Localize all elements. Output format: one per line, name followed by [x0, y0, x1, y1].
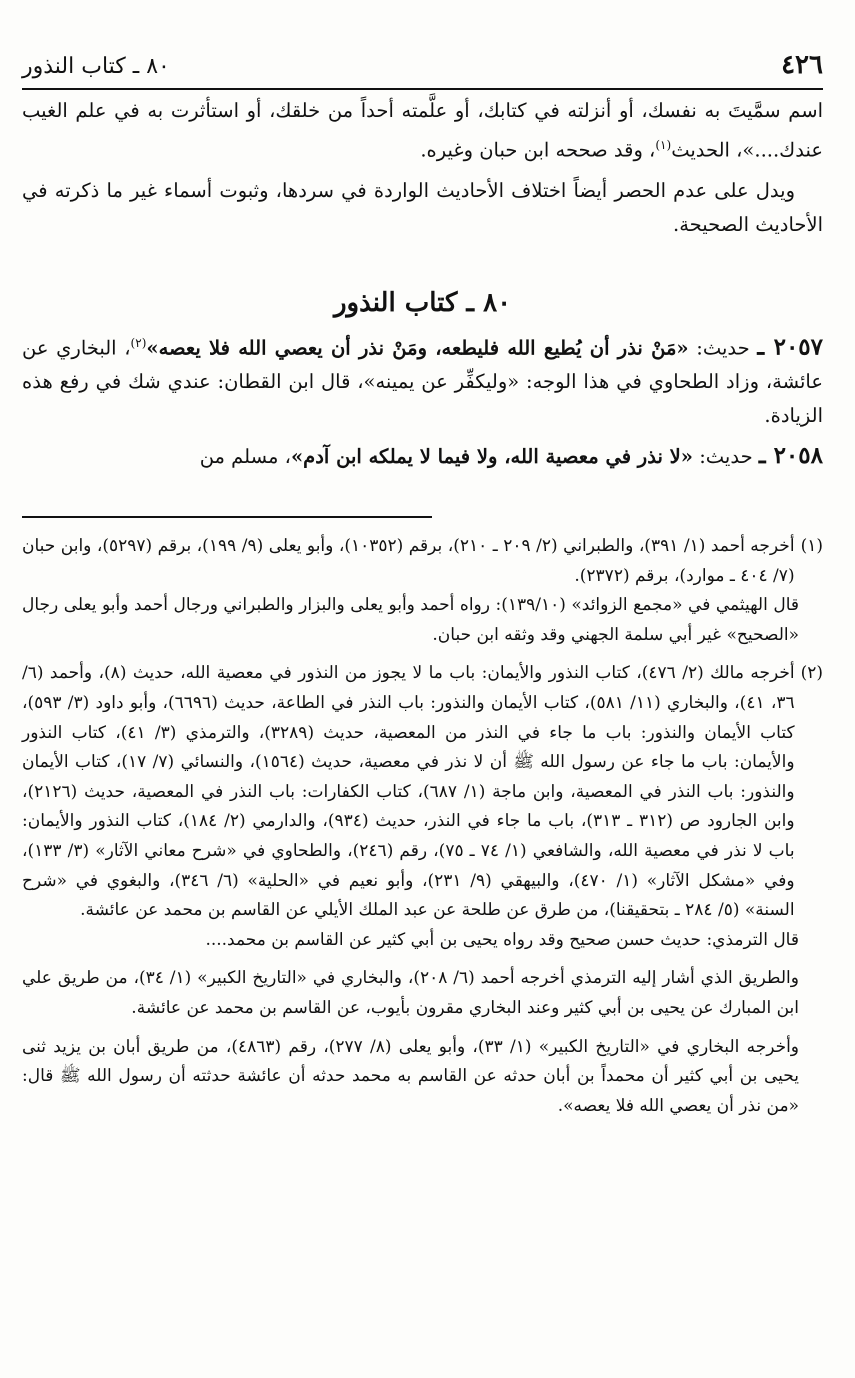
paragraph-1: اسم سمَّيتَ به نفسك، أو أنزلته في كتابك، أو علَّمته أحداً من خلقك، أو استأثرت به في علم الغيب عندك....»، الحديث$^{(١)}$، وقد صححه ابن حبان وغيره.: [22, 99, 823, 162]
footnote-2: (٢) أخرجه مالك (٢/ ٤٧٦)، كتاب النذور والأيمان: باب ما لا يجوز من النذور في معصية الله، حديث (٨)، وأحمد (٦/ ٣٦، ٤١)، والبخاري (١١/ ٥٨١)، كتاب الأيمان والنذور: باب النذر في الطاعة، حديث (٦٦٩٦)، وأبو داود (٣/ ٥٩٣)، كتاب الأيمان والنذور: باب ما جاء في النذر من المعصية، حديث (٣٢٨٩)، والترمذي (٣/ ٤١)، كتاب النذور والأيمان: باب ما جاء عن رسول الله ﷺ أن لا نذر في معصية، حديث (١٥٦٤)، والنسائي (٧/ ١٧)، كتاب الأيمان والنذور: باب النذر في المعصية، وابن ماجة (١/ ٦٨٧)، كتاب الكفارات: باب النذر في المعصية، حديث (٢١٢٦)، وابن الجارود ص (٣١٢ ـ ٣١٣)، باب ما جاء في النذر، حديث (٩٣٤)، والدارمي (٢/ ١٨٤)، كتاب النذور والأيمان: باب لا نذر في معصية الله، والشافعي (١/ ٧٤ ـ ٧٥)، رقم (٢٤٦)، والطحاوي في «شرح معاني الآثار» (٣/ ١٣٣)، وفي «مشكل الآثار» (١/ ٤٧٠)، والبيهقي (٩/ ٢٣١)، وأبو نعيم في «الحلية» (٦/ ٣٤٦)، والبغوي في «شرح السنة» (٥/ ٢٨٤ ـ بتحقيقنا)، من طرق عن طلحة عن عبد الملك الأيلي عن القاسم بن محمد عن عائشة.: [22, 659, 823, 925]
footnote-separator: [22, 516, 432, 518]
chapter-title: ٨٠ ـ كتاب النذور: [333, 287, 512, 318]
footnote-2-para: والطريق الذي أشار إليه الترمذي أخرجه أحمد (٦/ ٢٠٨)، والبخاري في «التاريخ الكبير» (١/ ٣٤)، من طريق علي ابن المبارك عن يحيى بن أبي كثير وعند البخاري مقرون بأيوب، عن القاسم بن محمد عن عائشة.: [22, 968, 799, 1018]
hadith-2057: ٢٠٥٧ ـ حديث: «مَنْ نذر أن يُطيع الله فليطعه، ومَنْ نذر أن يعصي الله فلا يعصه»$^{(٢)}$، البخاري عن عائشة، وزاد الطحاوي في هذا الوجه: «وليكفِّر عن يمينه»، قال ابن القطان: عندي شك في رفع هذه الزيادة.: [22, 333, 824, 427]
hadith-2058: ٢٠٥٨ ـ حديث: «لا نذر في معصية الله، ولا فيما لا يملكه ابن آدم»، مسلم من: [199, 442, 823, 469]
footnote-number: (٢): [800, 663, 823, 684]
hadith-number: ٢٠٥٧ ـ: [757, 333, 824, 360]
footnote-1-para: قال الهيثمي في «مجمع الزوائد» (١٣٩/١٠): رواه أحمد وأبو يعلى والبزار والطبراني ورجال أحمد وأبو يعلى رجال «الصحيح» غير أبي سلمة الجهني وقد وثقه ابن حبان.: [22, 595, 799, 645]
footnote-ref-2: (٢): [130, 335, 147, 350]
footnote-2-para: وأخرجه البخاري في «التاريخ الكبير» (١/ ٣٣)، وأبو يعلى (٨/ ٢٧٧)، رقم (٤٨٦٣)، من طريق أبان بن يزيد ثنى يحيى بن أبي كثير أن محمداً بن أبان حدثه عن القاسم به محمد حدثه أن عائشة حدثته أن رسول الله ﷺ قال: «من نذر أن يعصي الله فلا يعصه».: [22, 1036, 800, 1116]
hadith-number: ٢٠٥٨ ـ: [758, 442, 823, 469]
main-text: [22, 94, 823, 480]
footnote-1: (١) أخرجه أحمد (١/ ٣٩١)، والطبراني (٢/ ٢٠٩ ـ ٢١٠)، برقم (١٠٣٥٢)، وأبو يعلى (٩/ ١٩٩)، برقم (٥٢٩٧)، وابن حبان (٧/ ٤٠٤ ـ موارد)، برقم (٢٣٧٢).: [22, 532, 823, 591]
footnote-ref-1: (١): [655, 138, 672, 152]
hadith-text: «لا نذر في معصية الله، ولا فيما لا يملكه ابن آدم»: [290, 445, 693, 468]
page-header: [22, 48, 823, 90]
footnotes: [22, 532, 823, 1130]
page-number: ٤٢٦: [781, 50, 823, 80]
footnote-number: (١): [800, 536, 823, 556]
hadith-text: «مَنْ نذر أن يُطيع الله فليطعه، ومَنْ نذر أن يعصي الله فلا يعصه»: [146, 336, 689, 359]
footnote-2-para: قال الترمذي: حديث حسن صحيح وقد رواه يحيى بن أبي كثير عن القاسم بن محمد....: [205, 929, 799, 950]
paragraph-2: ويدل على عدم الحصر أيضاً اختلاف الأحاديث الواردة في سردها، وثبوت أسماء غير ما ذكرته في الأحاديث الصحيحة.: [22, 178, 823, 236]
running-title: ٨٠ ـ كتاب النذور: [22, 54, 170, 79]
